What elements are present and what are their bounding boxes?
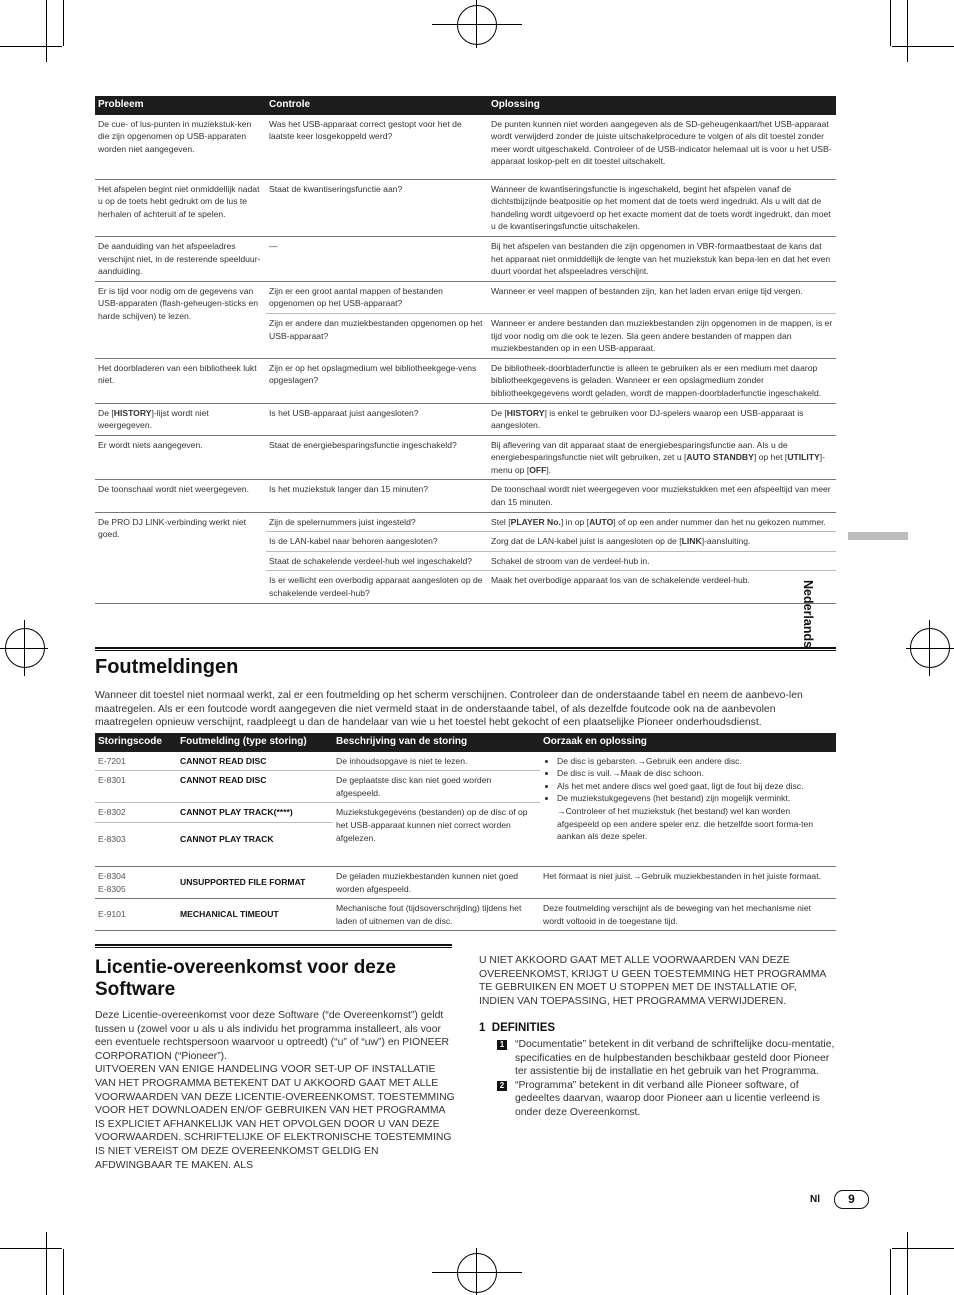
solution-cell: Maak het overbodige apparaat los van de schakelende verdeel-hub. xyxy=(488,571,836,603)
error-code: E-8304 E-8305 xyxy=(95,866,177,898)
check-cell: Is het muziekstuk langer dan 15 minuten? xyxy=(266,480,488,512)
error-code: E-7201 xyxy=(95,752,177,771)
error-description: De inhoudsopgave is niet te lezen. xyxy=(333,752,540,771)
table-row xyxy=(95,403,836,435)
header-problem: Probleem xyxy=(95,96,266,115)
problem-cell: De cue- of lus-punten in muziekstuk-ken die zijn opgenomen op USB-apparaten worden niet aangegeven. xyxy=(95,115,266,180)
check-cell: Was het USB-apparaat correct gestopt voor het de laatste keer losgekoppeld werd? xyxy=(266,115,488,180)
cause-list xyxy=(543,755,833,843)
definitions-title: DEFINITIES xyxy=(491,1022,556,1034)
cause-item: • De disc is gebarsten.→Gebruik een andere disc. xyxy=(557,755,833,768)
troubleshooting-table-wrap xyxy=(95,96,836,604)
definitions-heading xyxy=(479,1022,836,1034)
check-cell: Zijn er andere dan muziekbestanden opgenomen op het USB-apparaat? xyxy=(266,313,488,358)
section-divider xyxy=(95,944,452,948)
header-solution: Oplossing xyxy=(488,96,836,115)
table-row xyxy=(95,480,836,512)
problem-cell: De toonschaal wordt niet weergegeven. xyxy=(95,480,266,512)
check-cell: Is de LAN-kabel naar behoren aangesloten? xyxy=(266,532,488,552)
solution-cell: De toonschaal wordt niet weergegeven voor muziekstukken met een afspeeltijd van meer dan 15 minuten. xyxy=(488,480,836,512)
solution-cell: Wanneer er andere bestanden dan muziekbestanden zijn opgenomen in de mappen, is er tijd voor nodig om die ook te lezen. Sla geen andere bestanden of mappen dan muziekbestanden op in een USB-apparaat. xyxy=(488,313,836,358)
definition-number-badge: 2 xyxy=(497,1081,507,1091)
header-cause: Oorzaak en oplossing xyxy=(540,733,836,752)
header-check: Controle xyxy=(266,96,488,115)
check-cell: Zijn er een groot aantal mappen of bestanden opgenomen op het USB-apparaat? xyxy=(266,281,488,313)
error-cause: Het formaat is niet juist.→Gebruik muziekbestanden in het juiste formaat. xyxy=(540,866,836,898)
check-cell: — xyxy=(266,236,488,281)
table-row xyxy=(95,281,836,313)
definitions-number: 1 xyxy=(479,1022,486,1034)
error-code: E-8301 xyxy=(95,771,177,803)
errors-table xyxy=(95,733,836,931)
license-paragraph-caps: UITVOEREN VAN ENIGE HANDELING VOOR SET-UP OF INSTALLATIE VAN HET PROGRAMMA BETEKENT DAT U AKKOORD GAAT MET ALLE VOORWAARDEN VAN DEZE LICENTIE-OVEREENKOMST. TOESTEMMING VOOR HET DOWNLOADEN EN/OF GEBRUIKEN VAN HET PROGRAMMA IS EXPLICIET AFHANKELIJK VAN HET OPVOLGEN DOOR U VAN DEZE VOORWAARDEN. SCHRIFTELIJKE OF ELEKTRONISCHE TOESTEMMING IS NIET VEREIST OM DEZE OVEREENKOMST GELDIG EN AFDWINGBAAR TE MAKEN. ALS xyxy=(95,1064,455,1171)
side-tab xyxy=(848,532,908,540)
solution-cell: Zorg dat de LAN-kabel juist is aangesloten op de [LINK]-aansluiting. xyxy=(488,532,836,552)
footer-language: Nl xyxy=(810,1194,820,1205)
definition-text: “Programma” betekent in dit verband alle Pioneer software, of gedeeltes daarvan, waarop door Pioneer aan u licentie verleend is onder deze Overeenkomst. xyxy=(515,1079,820,1118)
table-row xyxy=(95,866,836,898)
error-message: CANNOT READ DISC xyxy=(177,752,333,771)
license-intro xyxy=(95,1009,455,1172)
license-paragraph: Deze Licentie-overeenkomst voor deze Software (“de Overeenkomst”) geldt tussen u (zowel voor u als u als individu het programma installeert, als voor een eventuele rechtspersoon waarvoor u optreedt) (“u” of “uw”) en PIONEER CORPORATION (“Pioneer”). xyxy=(95,1010,450,1062)
error-cause: Deze foutmelding verschijnt als de beweging van het mechanisme niet wordt voltooid in de toegestane tijd. xyxy=(540,899,836,931)
error-message: CANNOT PLAY TRACK(****) xyxy=(177,803,333,823)
table-header-row xyxy=(95,96,836,115)
error-cause xyxy=(540,752,836,867)
error-code: E-9101 xyxy=(95,899,177,931)
problem-cell: De PRO DJ LINK-verbinding werkt niet goed. xyxy=(95,512,266,603)
table-row xyxy=(95,358,836,403)
page-number: 9 xyxy=(834,1190,869,1209)
problem-cell: Er is tijd voor nodig om de gegevens van USB-apparaten (flash-geheugen-sticks en harde schijven) te lezen. xyxy=(95,281,266,358)
errors-intro: Wanneer dit toestel niet normaal werkt, zal er een foutmelding op het scherm verschijnen. Controleer dan de onderstaande tabel en neem de aanbevo-len maatregelen. Als er een foutcode wordt aangegeven die niet vermeld staat in de onderstaande tabel, of als dezelfde foutcode ook na de aanbevolen maatregelen opnieuw verschijnt, raadpleegt u dan de handelaar van wie u het toestel hebt gekocht of een plaatselijke Pioneer onderhoudsdienst. xyxy=(95,690,803,729)
error-description: Muziekstukgegevens (bestanden) op de disc of op het USB-apparaat kunnen niet correct worden afgelezen. xyxy=(333,803,540,867)
problem-cell: Het afspelen begint niet onmiddellijk nadat u op de toets hebt gedrukt om de lus te herhalen of achteruit af te spelen. xyxy=(95,179,266,236)
cause-item: • De muziekstukgegevens (het bestand) zijn mogelijk verminkt. →Controleer of het muziekstuk (het bestand) wel kan worden afgespeeld op een andere speler enz. die hetzelfde soort forma-ten aankan als deze speler. xyxy=(557,792,833,842)
cause-item: • De disc is vuil.→Maak de disc schoon. xyxy=(557,767,833,780)
license-title: Licentie-overeenkomst voor deze Software xyxy=(95,957,396,1000)
table-row xyxy=(95,236,836,281)
cause-item: • Als het met andere discs wel goed gaat, ligt de fout bij deze disc. xyxy=(557,780,833,793)
solution-cell: Bij aflevering van dit apparaat staat de energiebesparingsfunctie aan. Als u de energiebesparingsfunctie niet wilt gebruiken, zet u [AUTO STANDBY] op het [UTILITY]-menu op [OFF]. xyxy=(488,435,836,480)
check-cell: Staat de energiebesparingsfunctie ingeschakeld? xyxy=(266,435,488,480)
error-description: De geladen muziekbestanden kunnen niet goed worden afgespeeld. xyxy=(333,866,540,898)
check-cell: Staat de kwantiseringsfunctie aan? xyxy=(266,179,488,236)
table-row xyxy=(95,115,836,180)
solution-cell: Bij het afspelen van bestanden die zijn opgenomen in VBR-formaatbestaat de kans dat het apparaat niet onmiddellijk de lengte van het muziekstuk kan bepa-len en dat het even duurt voordat het afspeeladres verschijnt. xyxy=(488,236,836,281)
table-header-row xyxy=(95,733,836,752)
table-row xyxy=(95,752,836,771)
error-message: CANNOT PLAY TRACK xyxy=(177,822,333,866)
check-cell: Zijn de spelernummers juist ingesteld? xyxy=(266,512,488,532)
table-row xyxy=(95,512,836,532)
language-tab-label: Nederlands xyxy=(801,580,815,649)
errors-table-wrap xyxy=(95,733,836,931)
problem-cell: Er wordt niets aangegeven. xyxy=(95,435,266,480)
errors-title: Foutmeldingen xyxy=(95,656,239,678)
check-cell: Is er wellicht een overbodig apparaat aangesloten op de schakelende verdeel-hub? xyxy=(266,571,488,603)
table-row xyxy=(95,899,836,931)
solution-cell: Wanneer de kwantiseringsfunctie is ingeschakeld, begint het afspelen vanaf de dichtstbijzijnde beatpositie op het moment dat de toets werd ingedrukt. Als u wilt dat de handeling wordt uitgevoerd op het exacte moment dat de toets wordt ingedrukt, dan moet u de kwantiseringsfunctie uitschakelen. xyxy=(488,179,836,236)
solution-cell: De punten kunnen niet worden aangegeven als de SD-geheugenkaart/het USB-apparaat wordt verwijderd zonder de juiste uitschakelprocedure te volgen of als dit toestel zonder meer wordt uitgeschakeld. Controleer of de USB-indicator helemaal uit is voor u het USB-apparaat loskop-pelt en dit toestel uitschakelt. xyxy=(488,115,836,180)
header-message: Foutmelding (type storing) xyxy=(177,733,333,752)
solution-cell: De bibliotheek-doorbladerfunctie is alleen te gebruiken als er een medium met daarop bibliotheekgegevens is geladen. Wanneer er een opslagmedium zonder bibliotheekgegevens wordt geladen, wordt de mappen-doorbladerfunctie ingeschakeld. xyxy=(488,358,836,403)
solution-cell: Schakel de stroom van de verdeel-hub in. xyxy=(488,551,836,571)
table-row xyxy=(95,435,836,480)
header-code: Storingscode xyxy=(95,733,177,752)
error-message: UNSUPPORTED FILE FORMAT xyxy=(177,866,333,898)
error-description: Mechanische fout (tijdsoverschrijding) tijdens het laden of uitnemen van de disc. xyxy=(333,899,540,931)
license-continued: U NIET AKKOORD GAAT MET ALLE VOORWAARDEN VAN DEZE OVEREENKOMST, KRIJGT U GEEN TOESTEMMING HET PROGRAMMA TE GEBRUIKEN EN MOET U STOPPEN MET DE INSTALLATIE OF, INDIEN VAN TOEPASSING, HET PROGRAMMA VERWIJDEREN. xyxy=(479,955,826,1007)
definition-item xyxy=(497,1079,837,1120)
error-message: CANNOT READ DISC xyxy=(177,771,333,803)
troubleshooting-table xyxy=(95,96,836,604)
definition-item xyxy=(497,1038,837,1079)
section-divider xyxy=(95,647,836,651)
error-code: E-8302 xyxy=(95,803,177,823)
definitions-list xyxy=(497,1038,837,1120)
solution-cell: Stel [PLAYER No.] in op [AUTO] of op een ander nummer dan het nu gekozen nummer. xyxy=(488,512,836,532)
table-row xyxy=(95,179,836,236)
problem-cell: Het doorbladeren van een bibliotheek lukt niet. xyxy=(95,358,266,403)
check-cell: Staat de schakelende verdeel-hub wel ingeschakeld? xyxy=(266,551,488,571)
check-cell: Is het USB-apparaat juist aangesloten? xyxy=(266,403,488,435)
header-description: Beschrijving van de storing xyxy=(333,733,540,752)
check-cell: Zijn er op het opslagmedium wel bibliotheekgege-vens opgeslagen? xyxy=(266,358,488,403)
error-description: De geplaatste disc kan niet goed worden afgespeeld. xyxy=(333,771,540,803)
solution-cell: De [HISTORY] is enkel te gebruiken voor DJ-spelers waarop een USB-apparaat is aangesloten. xyxy=(488,403,836,435)
definition-text: “Documentatie” betekent in dit verband de schriftelijke docu-mentatie, specificaties en de hulpbestanden beschikbaar gesteld door Pioneer ter assistentie bij de installatie en het gebruik van het Programma. xyxy=(515,1039,835,1078)
error-code: E-8303 xyxy=(95,822,177,866)
problem-cell: De [HISTORY]-lijst wordt niet weergegeven. xyxy=(95,403,266,435)
definition-number-badge: 1 xyxy=(497,1040,507,1050)
problem-cell: De aanduiding van het afspeeladres verschijnt niet, in de resterende speelduur-aanduiding. xyxy=(95,236,266,281)
error-message: MECHANICAL TIMEOUT xyxy=(177,899,333,931)
solution-cell: Wanneer er veel mappen of bestanden zijn, kan het laden ervan enige tijd vergen. xyxy=(488,281,836,313)
